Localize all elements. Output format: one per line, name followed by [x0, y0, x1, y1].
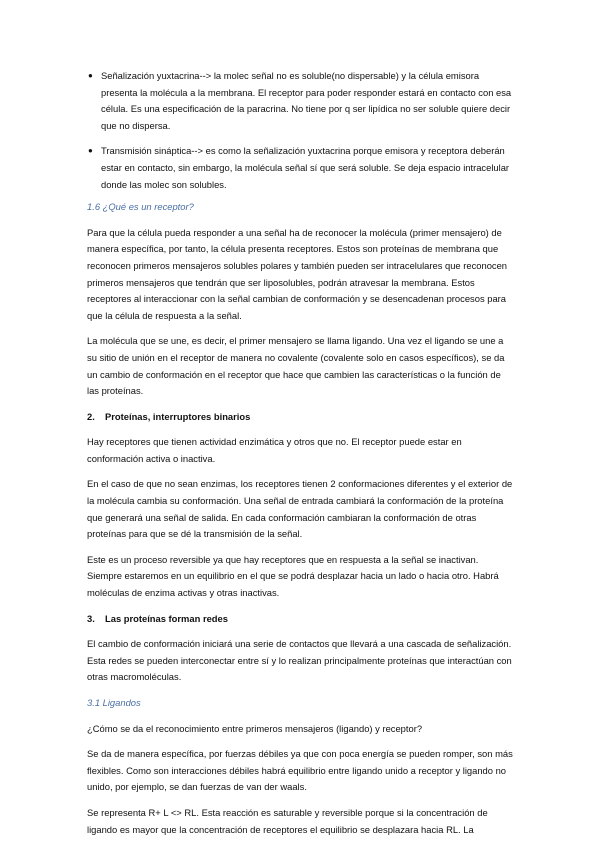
paragraph: Hay receptores que tienen actividad enzimática y otros que no. El receptor puede estar en conformación activa o inactiva.: [87, 436, 462, 464]
heading-2: [87, 409, 515, 426]
bullet-text: Transmisión sináptica--> es como la señalización yuxtacrina porque emisora y receptora deberán estar en contacto, sin embargo, la molécula señal sí que será soluble. Se deja espacio intracelular donde las molec son solubles.: [101, 145, 510, 190]
paragraph: Se representa R+ L <> RL. Esta reacción es saturable y reversible porque si la concentración de ligando es mayor que la concentración de receptores el equilibrio se desplazara hacia RL. La: [87, 806, 488, 835]
bullet-dot-icon: ●: [88, 146, 93, 156]
paragraph: La molécula que se une, es decir, el primer mensajero se llama ligando. Una vez el ligando se une a su sitio de unión en el receptor de manera no covalente (covalente solo en casos específicos), se da un cambio de conformación en el receptor que hace que cambien las características o la función de las proteínas.: [87, 335, 505, 397]
paragraph: En el caso de que no sean enzimas, los receptores tienen 2 conformaciones diferentes y el exterior de la molécula cambia su conformación. Una señal de entrada cambiará la conformación de la proteína que generará una señal de salida. En cada conformación cambiaran la conformación de otras proteínas para que se dé la transmisión de la señal.: [87, 478, 513, 540]
bullet-sinaptica: [87, 143, 515, 193]
paragraph: Para que la célula pueda responder a una señal ha de reconocer la molécula (primer mensajero) de manera específica, por tanto, la célula presenta receptores. Estos son proteínas de membrana que reconocen primeros mensajeros solubles polares y también pueden ser intracelulares que reconocen primeros mensajeros que tendrán que ser liposolubles, podrán atravesar la membrana. Estos receptores al interaccionar con la señal cambian de conformación y se desencadenan procesos para que la célula de respuesta a la señal.: [87, 226, 508, 321]
subheading-1-6: 1.6 ¿Qué es un receptor?: [87, 201, 194, 213]
page-content: [87, 68, 515, 847]
subheading-3-1: 3.1 Ligandos: [87, 697, 141, 708]
bullet-dot-icon: ●: [88, 71, 93, 80]
bullet-yuxtacrina: [87, 68, 515, 134]
bullet-text: Señalización yuxtacrina--> la molec señal no es soluble(no dispersable) y la célula emisora presenta la molécula a la membrana. El receptor para poder responder estará en contacto con esa célula. Es una especificación de la paracrina. No tiene por q ser lipídica no ser soluble quiere decir que no dispersa.: [101, 70, 512, 131]
paragraph: El cambio de conformación iniciará una serie de contactos que llevará a una cascada de señalización. Esta redes se pueden interconectar entre sí y lo realizan principalmente proteínas que interactúan con otras macromoléculas.: [87, 638, 512, 683]
paragraph: ¿Cómo se da el reconocimiento entre primeros mensajeros (ligando) y receptor?: [87, 722, 423, 734]
heading-number: 3.: [87, 612, 95, 624]
heading-number: 2.: [87, 410, 95, 422]
paragraph: Este es un proceso reversible ya que hay receptores que en respuesta a la señal se inactivan. Siempre estaremos en un equilibrio en el que se podrá desplazar hacia un lado o hacia otro. Habrá moléculas de enzima activas y otras inactivas.: [87, 553, 499, 599]
heading-title: Proteínas, interruptores binarios: [105, 410, 251, 422]
heading-title: Las proteínas forman redes: [105, 612, 228, 624]
heading-3: [87, 611, 515, 628]
paragraph: Se da de manera específica, por fuerzas débiles ya que con poca energía se pueden romper, son más flexibles. Como son interacciones débiles habrá equilibrio entre ligando unido a receptor y ligando no unido, por ejemplo, se dan fuerzas de van der waals.: [87, 748, 513, 793]
